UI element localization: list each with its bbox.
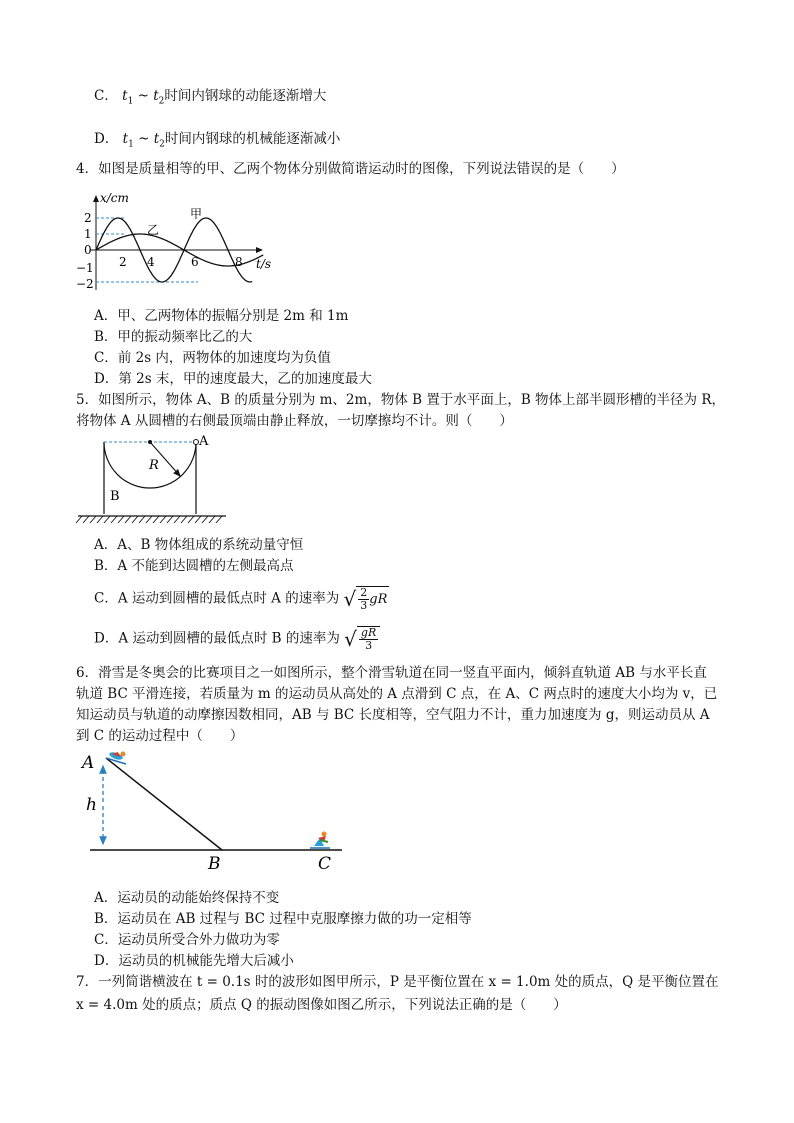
q4-option-b: B．甲的振动频率比乙的大 — [94, 329, 253, 345]
q6-option-c: C．运动员所受合外力做功为零 — [94, 932, 280, 948]
q5-option-b: B．A 不能到达圆槽的左侧最高点 — [94, 558, 294, 574]
q5-optc-den: 3 — [360, 599, 368, 612]
q6-label-a: A — [82, 753, 95, 773]
q6-option-b: B．运动员在 AB 过程与 BC 过程中克服摩擦力做的功一定相等 — [94, 911, 472, 927]
q6-stem-line3: 知运动员与轨道的动摩擦因数相同，AB 与 BC 长度相等，空气阻力不计，重力加速度为 g，则运动员从 A — [76, 707, 710, 723]
q5-optd-den: 3 — [365, 639, 373, 652]
q6-label-c: C — [318, 854, 332, 874]
q3-optd-t1: t — [122, 131, 129, 147]
q4-xtick-8: 8 — [235, 255, 243, 269]
q4-ytick-neg1: −1 — [76, 261, 94, 275]
q5-option-c-text: C．A 运动到圆槽的最低点时 A 的速率为 — [94, 590, 340, 607]
q4-x-label: t/s — [256, 257, 272, 271]
q6-label-b: B — [208, 854, 221, 874]
q5-optd-num: gR — [360, 626, 377, 639]
q3-option-d — [94, 130, 340, 154]
q4-xtick-6: 6 — [191, 255, 199, 269]
q4-ytick-0: 0 — [84, 243, 92, 257]
q4-label-yi: 乙 — [147, 223, 160, 237]
q6-option-a: A．运动员的动能始终保持不变 — [94, 890, 280, 906]
q4-ytick-2: 2 — [84, 211, 92, 225]
q4-option-a: A．甲、乙两物体的振幅分别是 2m 和 1m — [94, 308, 349, 324]
q7-stem-line1: 7．一列简谐横波在 t = 0.1s 时的波形如图甲所示，P 是平衡位置在 x = 1.0m 处的质点，Q 是平衡位置在 — [76, 974, 719, 990]
q3-optc-rest: 时间内钢球的动能逐渐增大 — [164, 88, 327, 104]
q4-y-label: x/cm — [100, 191, 129, 205]
q5-option-d — [94, 626, 380, 652]
q3-optd-sub1: 1 — [128, 139, 134, 150]
q5-optc-num: 2 — [360, 586, 368, 599]
q3-option-c-label: C． — [94, 88, 118, 104]
q3-optc-t2: t — [153, 88, 159, 104]
q4-xtick-4: 4 — [147, 255, 155, 269]
q5-optd-sqrt: √ $\frac{gR}{3}$ — [344, 626, 380, 652]
q6-ski-figure — [76, 742, 366, 874]
q5-label-b: B — [110, 489, 120, 504]
q6-stem-line1: 6．滑雪是冬奥会的比赛项目之一如图所示，整个滑雪轨道在同一竖直平面内，倾斜直轨道 AB 与水平长直 — [76, 665, 707, 681]
q5-optc-tail: gR — [369, 592, 388, 607]
q4-option-c: C．前 2s 内，两物体的加速度均为负值 — [94, 350, 331, 366]
q3-option-d-label: D． — [94, 131, 119, 147]
q5-label-a: A — [199, 434, 209, 449]
q3-optd-rest: 时间内钢球的机械能逐渐减小 — [164, 131, 341, 147]
q6-slope-ab — [106, 758, 222, 850]
q5-label-r: R — [149, 458, 159, 473]
q5-ground-hatch — [76, 516, 222, 523]
q5-optc-sqrt: √ $\frac{2}{3}$ gR — [343, 586, 388, 612]
q6-label-h: h — [86, 795, 97, 815]
q7-stem-line2: x = 4.0m 处的质点；质点 Q 的振动图像如图乙所示，下列说法正确的是（ ） — [76, 997, 567, 1013]
q4-option-d: D．第 2s 末，甲的速度最大，乙的加速度最大 — [94, 371, 372, 387]
q5-bowl-figure — [72, 430, 232, 526]
q5-option-c — [94, 586, 389, 612]
q6-skier-a-icon — [106, 751, 126, 764]
q5-stem-line2: 将物体 A 从圆槽的右侧最顶端由静止释放，一切摩擦均不计。则（ ） — [76, 413, 513, 429]
q5-object-a — [194, 440, 199, 445]
q4-label-jia: 甲 — [190, 207, 203, 221]
q5-stem-line1: 5．如图所示，物体 A、B 的质量分别为 m、2m，物体 B 置于水平面上，B 物体上部半圆形槽的半径为 R， — [76, 392, 725, 408]
q4-ytick-1: 1 — [84, 227, 92, 241]
q4-shm-graph — [70, 188, 280, 298]
q6-skier-c-icon — [310, 832, 330, 849]
q5-option-a: A．A、B 物体组成的系统动量守恒 — [94, 537, 304, 553]
q3-optc-tilde: ~ — [133, 88, 154, 104]
q3-optd-tilde: ~ — [133, 131, 154, 147]
q3-optc-sub2: 2 — [158, 96, 165, 107]
q6-stem-line4: 到 C 的运动过程中（ ） — [76, 728, 244, 744]
q4-xtick-2: 2 — [119, 255, 127, 269]
q5-option-d-text: D．A 运动到圆槽的最低点时 B 的速率为 — [94, 630, 340, 647]
q3-optd-sub2: 2 — [159, 139, 165, 150]
q3-optd-t2: t — [153, 131, 160, 147]
q3-optc-sub1: 1 — [127, 96, 134, 107]
q4-stem: 4．如图是质量相等的甲、乙两个物体分别做简谐运动时的图像，下列说法错误的是（ ） — [76, 161, 625, 177]
q4-ytick-neg2: −2 — [76, 277, 94, 291]
q6-stem-line2: 轨道 BC 平滑连接，若质量为 m 的运动员从高处的 A 点滑到 C 点，在 A、C 两点时的速度大小均为 v，已 — [76, 686, 718, 702]
q3-option-c — [94, 87, 326, 111]
q6-option-d: D．运动员的机械能先增大后减小 — [94, 953, 294, 969]
q3-optc-t1: t — [122, 88, 128, 104]
